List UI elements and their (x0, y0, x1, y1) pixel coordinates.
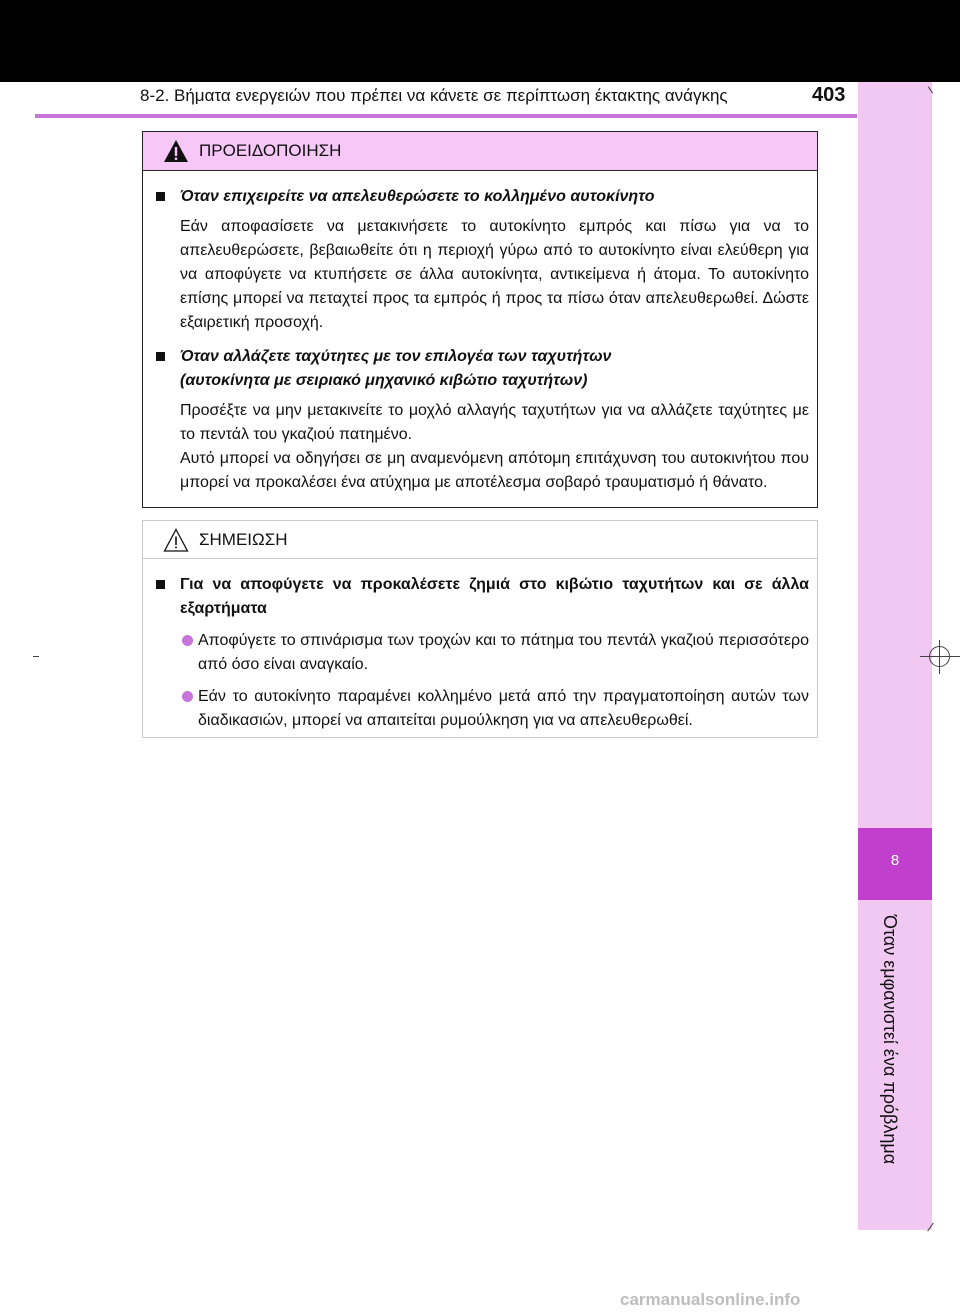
warning-item-title-text: Όταν επιχειρείτε να απελευθερώσετε το κολλημένο αυτοκίνητο (180, 188, 655, 205)
top-black-band (0, 0, 960, 82)
warning-item-title (155, 185, 809, 209)
notice-bullet (155, 629, 809, 677)
page-number: 403 (812, 84, 846, 106)
circle-bullet-icon (182, 691, 193, 702)
chapter-title: Όταν εμφανιστεί ένα πρόβλημα (880, 915, 900, 1165)
notice-bullet (155, 685, 809, 733)
warning-header (143, 132, 817, 171)
warning-item-text: Εάν αποφασίσετε να μετακινήσετε το αυτοκίνητο εμπρός και πίσω για να το απελευθερώσετε, βεβαιωθείτε ότι η περιοχή γύρω από το αυτοκίνητο είναι ελεύθερη για να αποφύγετε να κτυπήσετε σε άλλα αυτοκίνητα, αντικείμενα ή άτομα. Το αυτοκίνητο επίσης μπορεί να πεταχτεί προς τα εμπρός ή προς τα πίσω όταν απελευθερωθεί. Δώστε εξαιρετική προσοχή. (180, 218, 809, 331)
warning-item-text: Αυτό μπορεί να οδηγήσει σε μη αναμενόμενη απότομη επιτάχυνση του αυτοκινήτου που μπορεί να προκαλέσει ένα ατύχημα με αποτέλεσμα σοβαρό τραυματισμό ή θάνατο. (180, 450, 809, 491)
notice-heading: ΣΗΜΕΙΩΣΗ (199, 530, 288, 549)
warning-heading: ΠΡΟΕΙΔΟΠΟΙΗΣΗ (199, 141, 342, 160)
chapter-number: 8 (890, 852, 900, 869)
watermark: carmanualsonline.info (620, 1290, 801, 1309)
notice-header (143, 521, 817, 559)
caution-triangle-icon (163, 528, 189, 552)
warning-triangle-icon (163, 139, 189, 163)
square-bullet-icon (156, 192, 165, 201)
warning-item-title-line: Όταν αλλάζετε ταχύτητες με τον επιλογέα των ταχυτήτων (180, 348, 612, 365)
warning-item-title-line: (αυτοκίνητα με σειριακό μηχανικό κιβώτιο ταχυτήτων) (180, 372, 588, 389)
warning-item-title (155, 345, 809, 393)
notice-box (142, 520, 818, 738)
square-bullet-icon (156, 580, 165, 589)
header-rule (35, 114, 857, 118)
notice-item-title-text: Για να αποφύγετε να προκαλέσετε ζημιά στο κιβώτιο ταχυτήτων και σε άλλα εξαρτήματα (180, 576, 809, 617)
crop-mark (33, 656, 39, 657)
notice-bullet-text: Αποφύγετε το σπινάρισμα των τροχών και το πάτημα του πεντάλ γκαζιού περισσότερο από όσο είναι αναγκαίο. (198, 632, 809, 673)
registration-circle (929, 646, 950, 667)
circle-bullet-icon (182, 635, 193, 646)
warning-box (142, 131, 818, 508)
section-title: 8-2. Βήματα ενεργειών που πρέπει να κάνετε σε περίπτωση έκτακτης ανάγκης (140, 86, 728, 105)
warning-item-text: Προσέξτε να μην μετακινείτε το μοχλό αλλαγής ταχυτήτων για να αλλάζετε ταχύτητες με το πεντάλ του γκαζιού πατημένο. (180, 402, 809, 443)
notice-bullet-text: Εάν το αυτοκίνητο παραμένει κολλημένο μετά από την πραγματοποίηση αυτών των διαδικασιών, μπορεί να απαιτείται ρυμούλκηση για να απελευθερωθεί. (198, 688, 809, 729)
square-bullet-icon (156, 352, 165, 361)
notice-item-title (155, 573, 809, 621)
